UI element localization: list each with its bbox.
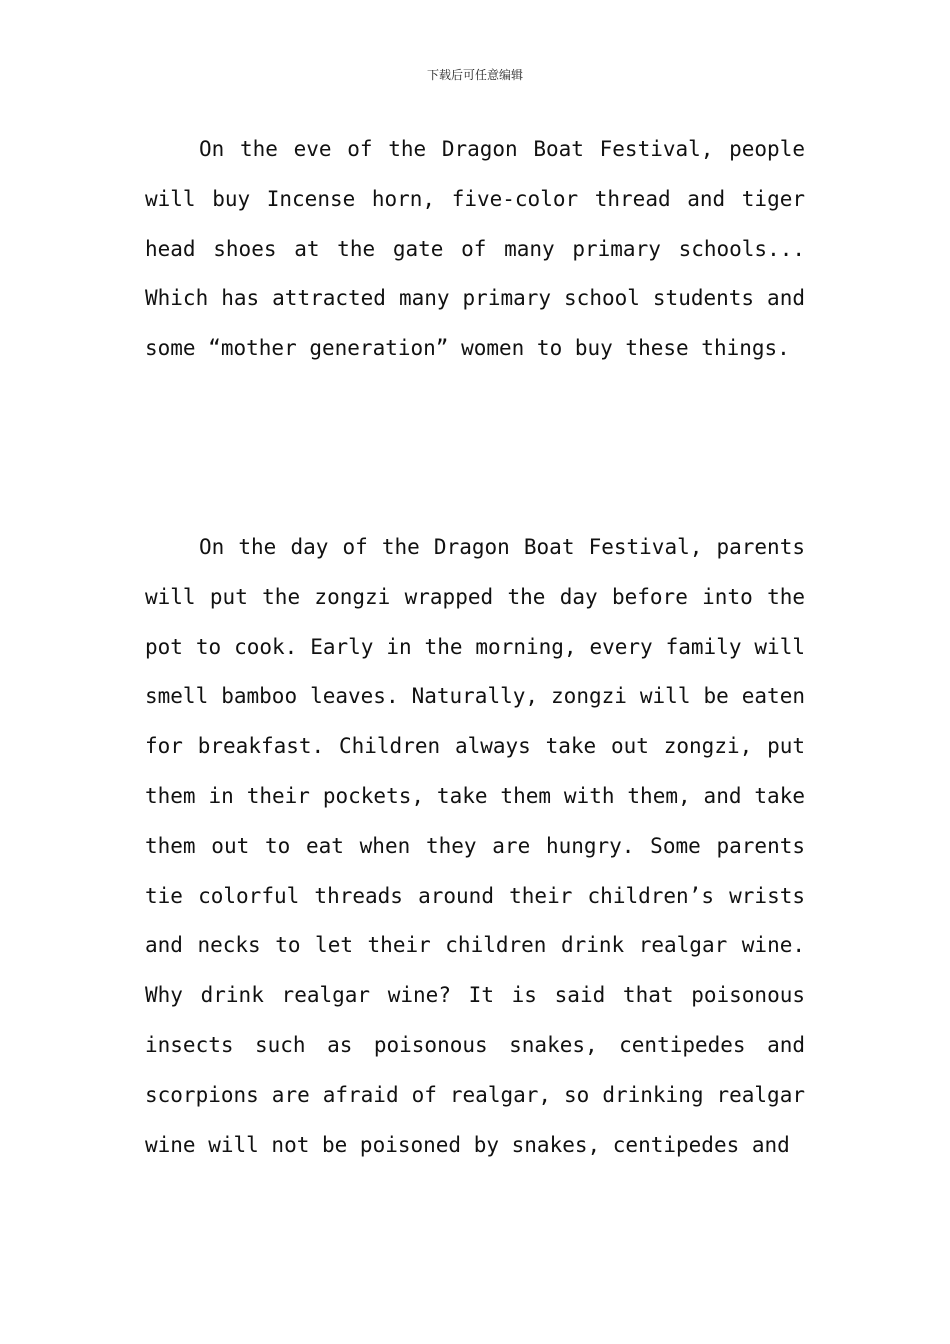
paragraph-day-of-festival: On the day of the Dragon Boat Festival, parents will put the zongzi wrapped the day before into the pot to cook. Early in the morning, every family will smell bamboo leaves. Naturally, zongzi will be eaten for breakfast. Children always take out zongzi, put them in their pockets, take them with them, and take them out to eat when they are hungry. Some parents tie colorful threads around their children’s wrists and necks to let their children drink realgar wine. Why drink realgar wine? It is said that poisonous insects such as poisonous snakes, centipedes and scorpions are afraid of realgar, so drinking realgar wine will not be poisoned by snakes, centipedes and <box>145 535 805 1157</box>
page-header: 下载后可任意编辑 <box>426 68 523 82</box>
paragraph-eve-of-festival: On the eve of the Dragon Boat Festival, people will buy Incense horn, five-color thread and tiger head shoes at the gate of many primary schools... Which has attracted many primary school students and some “mother generation” women to buy these things. <box>145 137 805 361</box>
